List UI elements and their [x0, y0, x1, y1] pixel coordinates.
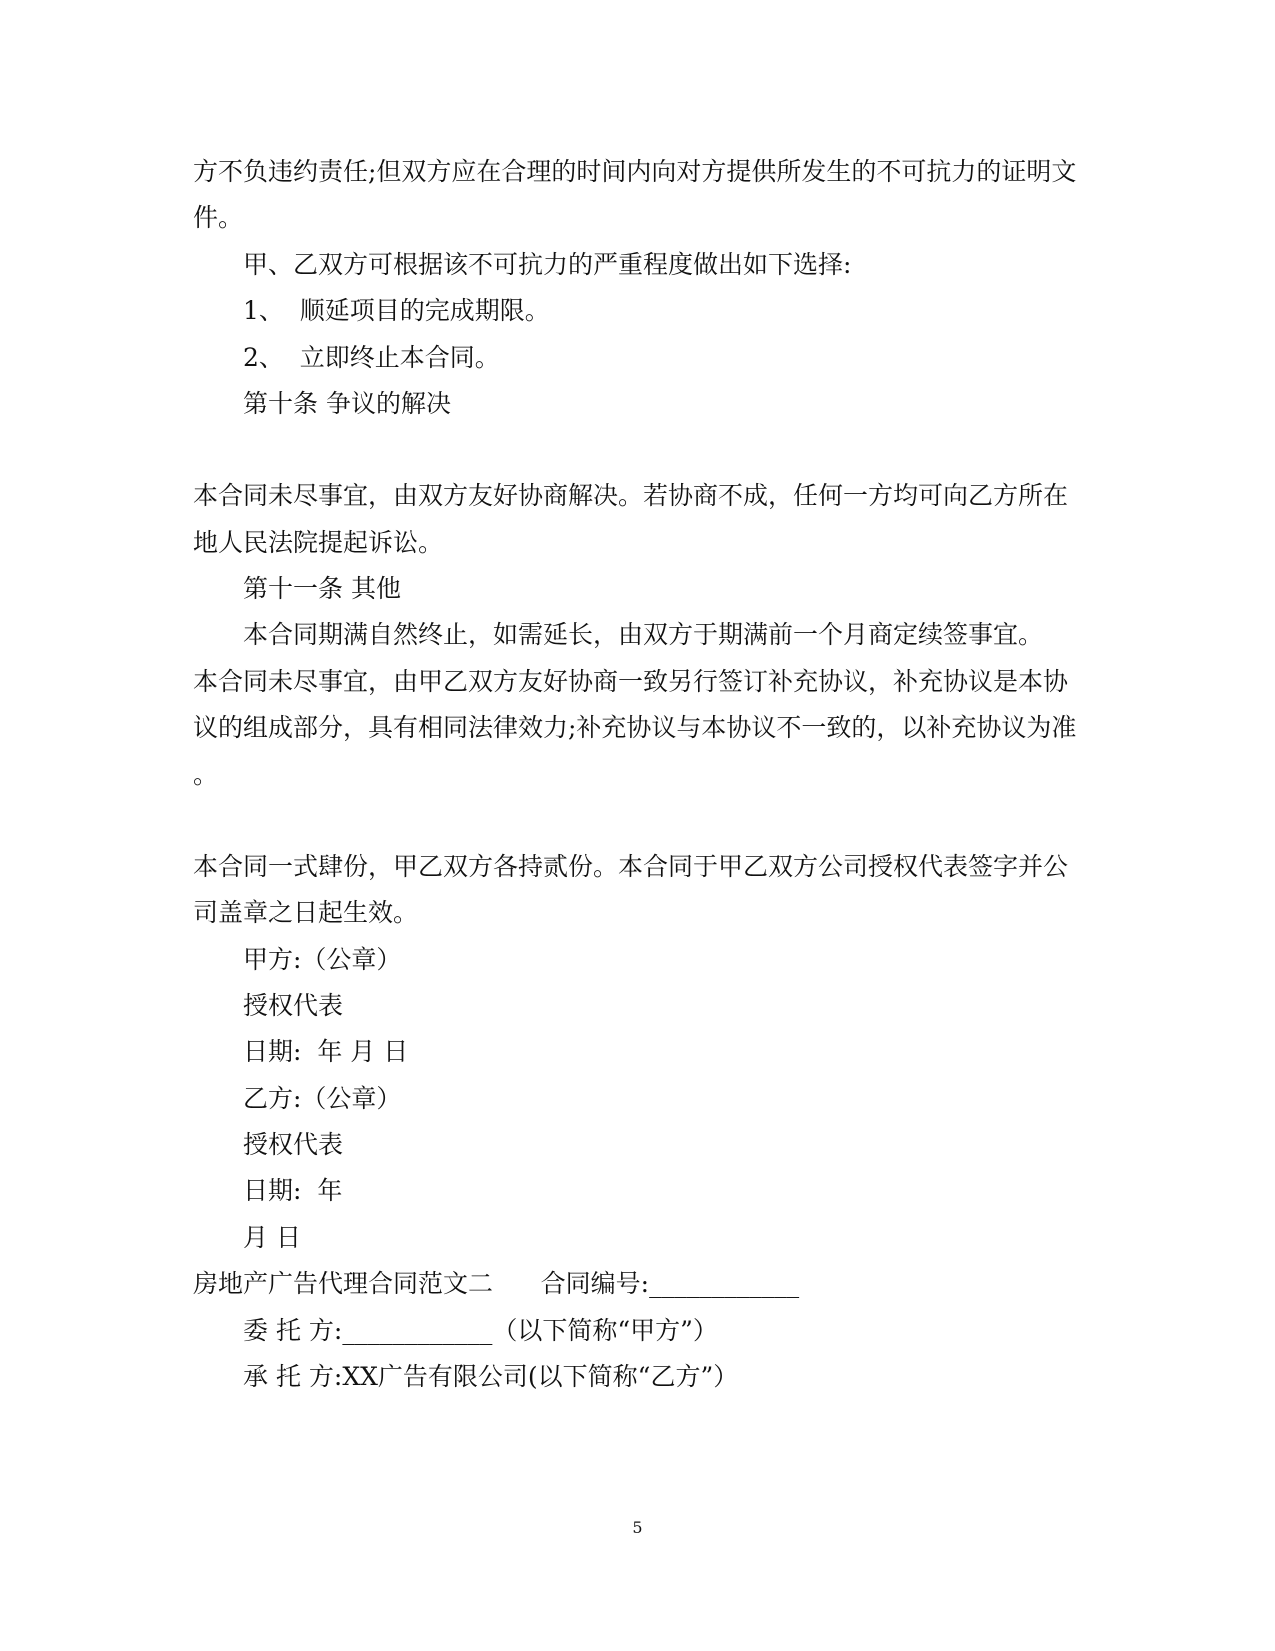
body-text-line: 。: [193, 760, 219, 789]
body-text-line: 本合同期满自然终止，如需延长，由双方于期满前一个月商定续签事宜。: [243, 620, 1044, 649]
section-heading: 第十一条 其他: [243, 574, 401, 603]
section-heading: 第十条 争议的解决: [243, 389, 451, 418]
party-line: 委 托 方:____________（以下简称“甲方”）: [243, 1316, 718, 1345]
body-text-line: 议的组成部分，具有相同法律效力;补充协议与本协议不一致的，以补充协议为准: [193, 713, 1077, 742]
signature-date: 日期: 年 月 日: [243, 1037, 409, 1066]
body-text-line: 方不负违约责任;但双方应在合理的时间内向对方提供所发生的不可抗力的证明文: [193, 157, 1077, 186]
body-text-line: 本合同未尽事宜，由双方友好协商解决。若协商不成，任何一方均可向乙方所在: [193, 481, 1069, 510]
page-number: 5: [632, 1518, 643, 1537]
party-line: 承 托 方:XX广告有限公司(以下简称“乙方”）: [243, 1362, 739, 1391]
body-text-line: 件。: [193, 203, 244, 232]
signature-representative: 授权代表: [243, 991, 344, 1020]
list-item: 1、 顺延项目的完成期限。: [243, 296, 550, 325]
body-text-line: 甲、乙双方可根据该不可抗力的严重程度做出如下选择:: [243, 250, 852, 279]
signature-party-a: 甲方:（公章）: [243, 945, 402, 974]
body-text-line: 本合同一式肆份，甲乙双方各持贰份。本合同于甲乙双方公司授权代表签字并公: [193, 852, 1069, 881]
contract-title-line: 房地产广告代理合同范文二 合同编号:____________: [193, 1269, 800, 1298]
signature-date: 月 日: [243, 1223, 301, 1252]
signature-representative: 授权代表: [243, 1130, 344, 1159]
list-item: 2、 立即终止本合同。: [243, 343, 500, 372]
signature-party-b: 乙方:（公章）: [243, 1084, 402, 1113]
body-text-line: 司盖章之日起生效。: [193, 898, 419, 927]
body-text-line: 地人民法院提起诉讼。: [193, 528, 444, 557]
signature-date: 日期: 年: [243, 1176, 343, 1205]
body-text-line: 本合同未尽事宜，由甲乙双方友好协商一致另行签订补充协议，补充协议是本协: [193, 667, 1069, 696]
